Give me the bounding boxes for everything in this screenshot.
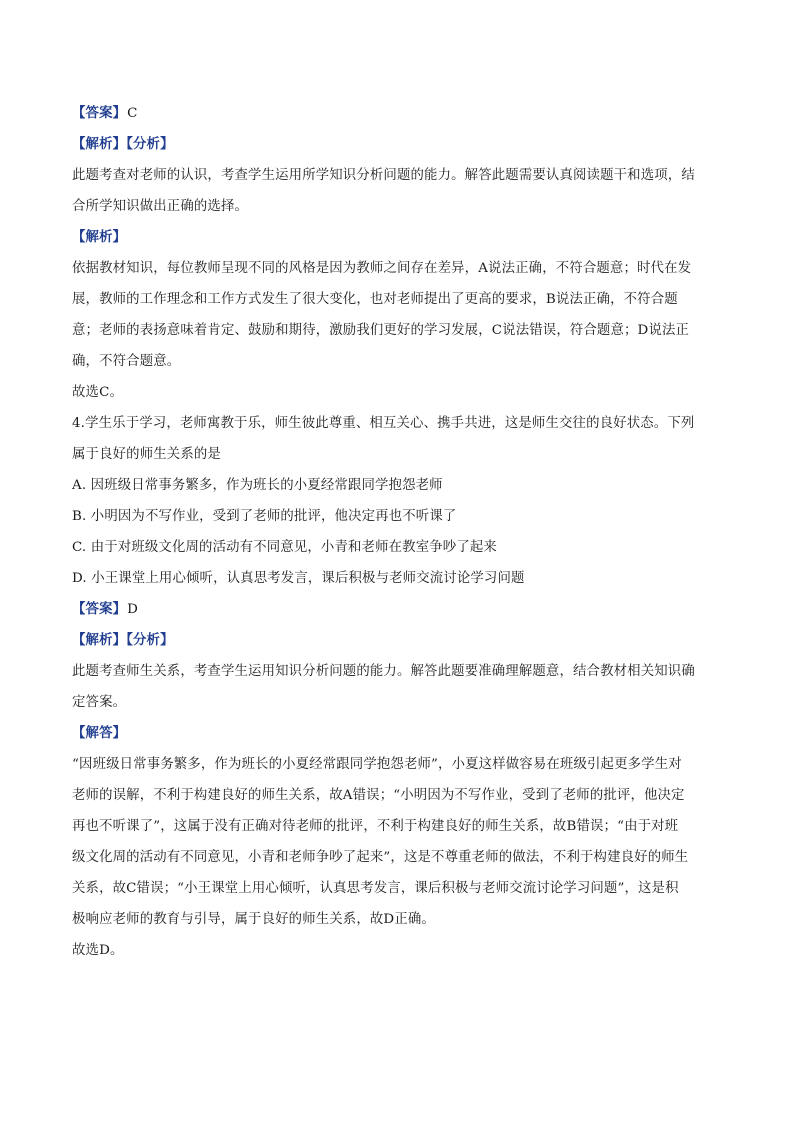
answer-label: 【答案】 (72, 105, 127, 121)
detail-text-line: 依据教材知识，每位教师呈现不同的风格是因为教师之间存在差异，A说法正确，不符合题意；时代在发 (72, 261, 692, 276)
detail-text-line: 老师的误解，不利于构建良好的师生关系，故A错误；“小明因为不写作业，受到了老师的批评，他决定 (72, 788, 685, 803)
conclusion-line: 故选D。 (72, 943, 124, 958)
analysis-label: 【解析】【分析】 (72, 632, 174, 648)
detail-text-line: 级文化周的活动有不同意见，小青和老师争吵了起来”，这是不尊重老师的做法，不利于构建良好的师生 (72, 850, 689, 865)
detail-label: 【解答】 (72, 725, 127, 741)
answer-line (72, 98, 722, 129)
detail-text-line: 关系，故C错误；“小王课堂上用心倾听，认真思考发言，课后积极与老师交流讨论学习问题”，这是积 (72, 881, 679, 896)
detail-text-line: 极响应老师的教育与引导，属于良好的师生关系，故D正确。 (72, 912, 435, 927)
option-a: A. 因班级日常事务繁多，作为班长的小夏经常跟同学抱怨老师 (72, 478, 443, 493)
question-stem-line: 属于良好的师生关系的是 (72, 447, 221, 462)
analysis-heading (72, 625, 722, 656)
option-b: B. 小明因为不写作业，受到了老师的批评，他决定再也不听课了 (72, 509, 457, 524)
analysis-heading (72, 129, 722, 160)
answer-label: 【答案】 (72, 601, 127, 617)
detail-heading (72, 718, 722, 749)
analysis-text-line: 此题考查对老师的认识，考查学生运用所学知识分析问题的能力。解答此题需要认真阅读题干和选项，结 (72, 168, 695, 183)
analysis-text-line: 定答案。 (72, 695, 127, 710)
analysis-label: 【解析】【分析】 (72, 136, 174, 152)
detail-text-line: 再也不听课了”，这属于没有正确对待老师的批评，不利于构建良好的师生关系，故B错误；“由于对班 (72, 819, 679, 834)
answer-value: C (127, 106, 138, 121)
conclusion-line: 故选C。 (72, 385, 124, 400)
document-page (72, 98, 722, 966)
answer-line (72, 594, 722, 625)
detail-heading (72, 222, 722, 253)
answer-value: D (127, 602, 139, 617)
detail-text-line: “因班级日常事务繁多，作为班长的小夏经常跟同学抱怨老师”，小夏这样做容易在班级引起更多学生对 (72, 757, 682, 772)
detail-text-line: 确，不符合题意。 (72, 354, 181, 369)
detail-text-line: 意；老师的表扬意味着肯定、鼓励和期待，激励我们更好的学习发展，C说法错误，符合题意；D说法正 (72, 323, 690, 338)
option-d: D. 小王课堂上用心倾听，认真思考发言，课后积极与老师交流讨论学习问题 (72, 571, 525, 586)
detail-label: 【解析】 (72, 229, 127, 245)
option-c: C. 由于对班级文化周的活动有不同意见，小青和老师在教室争吵了起来 (72, 540, 497, 555)
detail-text-line: 展，教师的工作理念和工作方式发生了很大变化，也对老师提出了更高的要求，B说法正确，不符合题 (72, 292, 678, 307)
analysis-text-line: 合所学知识做出正确的选择。 (72, 199, 249, 214)
analysis-text-line: 此题考查师生关系，考查学生运用知识分析问题的能力。解答此题要准确理解题意，结合教材相关知识确 (72, 664, 695, 679)
question-stem-line: 4.学生乐于学习，老师寓教于乐，师生彼此尊重、相互关心、携手共进，这是师生交往的良好状态。下列 (72, 416, 695, 431)
